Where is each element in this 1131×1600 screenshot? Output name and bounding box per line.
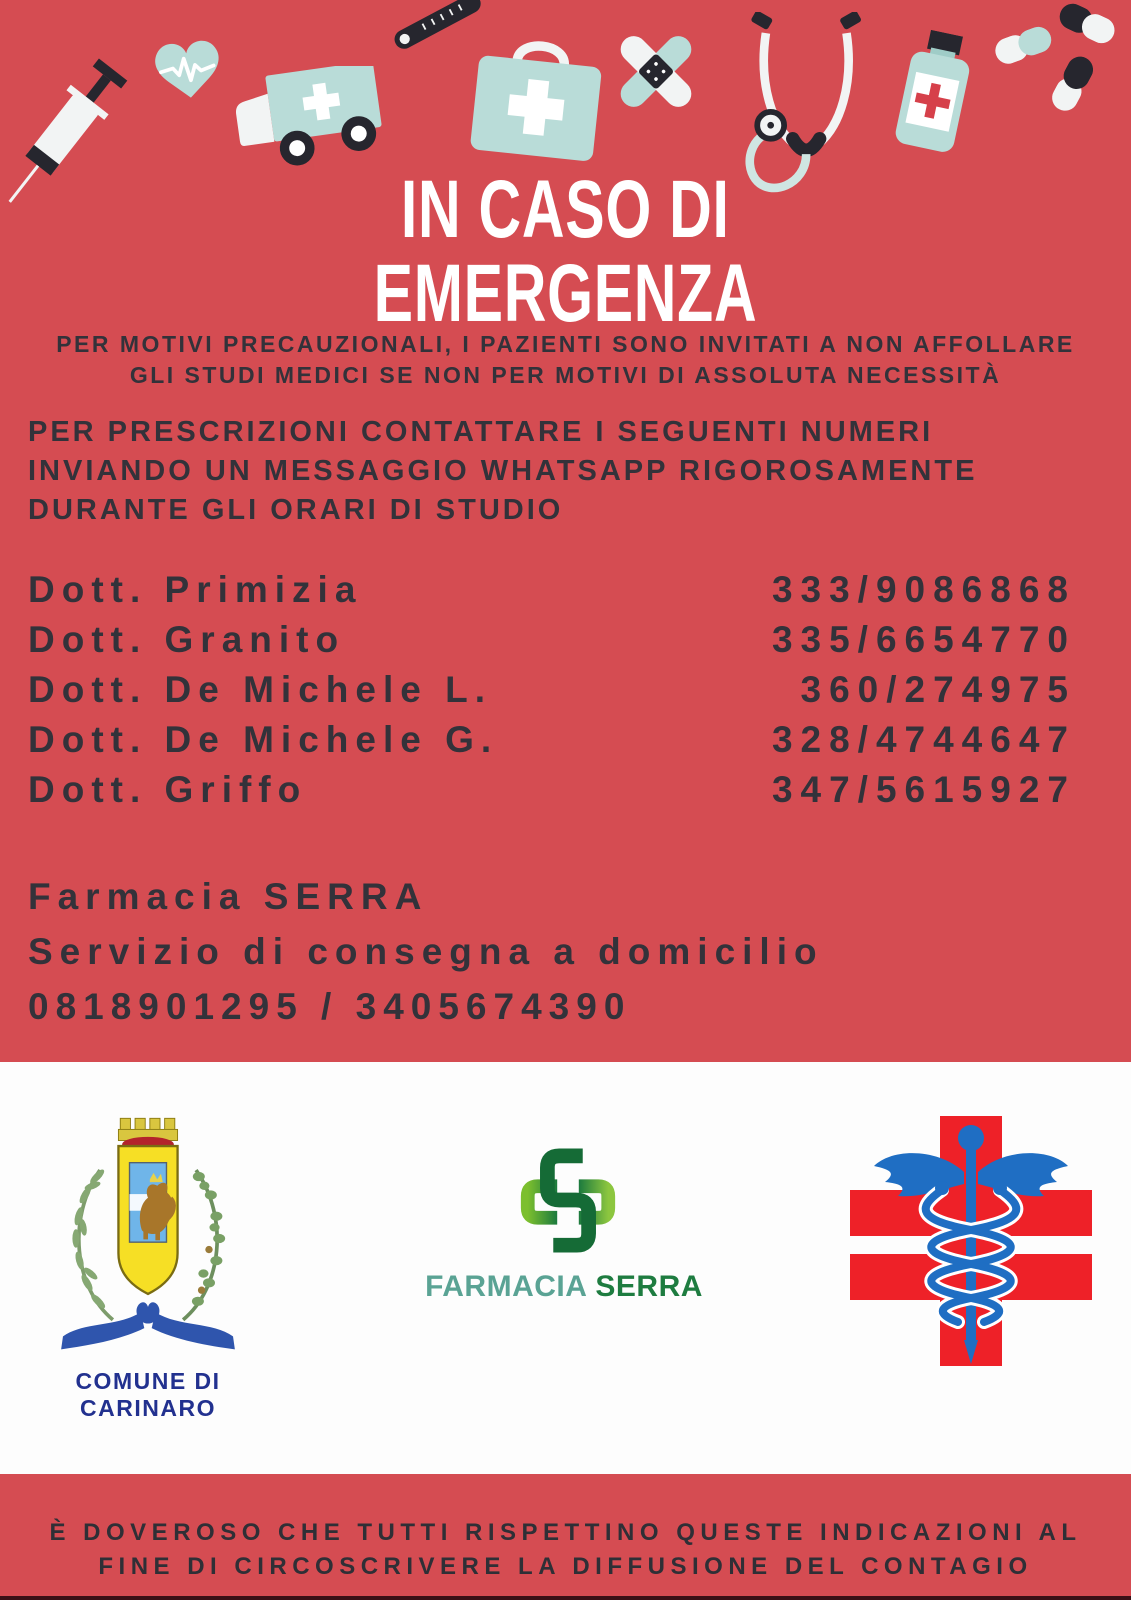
doctor-phone: 328/4744647 [771, 719, 1076, 760]
farmacia-caption-word2: SERRA [595, 1270, 703, 1303]
doctor-phone: 333/9086868 [771, 569, 1076, 610]
doctors-list [28, 565, 1076, 815]
farmacia-serra-logo [514, 1146, 622, 1256]
doctor-name: Dott. De Michele L. [28, 669, 492, 710]
title-line-2: EMERGENZA [373, 248, 758, 339]
instructions-line-1: PER PRESCRIZIONI CONTATTARE I SEGUENTI NUMERI [28, 416, 934, 448]
ambulance-icon [232, 66, 384, 176]
comune-caption: COMUNE DI CARINARO [75, 1368, 221, 1421]
precaution-subtitle [0, 329, 1131, 391]
pill-capsule-icon [1047, 52, 1106, 120]
subtitle-line-1: PER MOTIVI PRECAUZIONALI, I PAZIENTI SONO INVITATI A NON AFFOLLARE [56, 331, 1075, 357]
footer-line-2: FINE DI CIRCOSCRIVERE LA DIFFUSIONE DEL CONTAGIO [98, 1553, 1033, 1580]
doctor-phone: 335/6654770 [771, 619, 1076, 660]
doctor-phone: 347/5615927 [771, 769, 1076, 810]
pharmacy-info [28, 869, 1076, 1034]
pharmacy-phones: 0818901295 / 3405674390 [28, 986, 632, 1027]
farmacia-caption [394, 1270, 734, 1304]
subtitle-line-2: GLI STUDI MEDICI SE NON PER MOTIVI DI ASSOLUTA NECESSITÀ [129, 362, 1002, 388]
comune-di-carinaro-logo [38, 1098, 258, 1366]
footer-notice [0, 1516, 1131, 1584]
red-cross-caduceus-logo [846, 1114, 1096, 1369]
footer-line-1: È DOVEROSO CHE TUTTI RISPETTINO QUESTE INDICAZIONI AL [49, 1519, 1082, 1546]
pills-icon [992, 23, 1059, 77]
medicine-bottle-icon [886, 26, 983, 159]
doctor-row [28, 715, 1076, 765]
first-aid-bag-icon [460, 29, 614, 167]
whatsapp-instructions [28, 413, 1108, 530]
doctor-name: Dott. De Michele G. [28, 719, 499, 760]
page-title [0, 164, 1131, 339]
doctor-phone: 360/274975 [800, 669, 1076, 710]
doctor-row [28, 765, 1076, 815]
pill-capsule-icon [1051, 0, 1119, 57]
pharmacy-name: Farmacia SERRA [28, 876, 429, 917]
title-line-1: IN CASO DI [401, 164, 730, 255]
pharmacy-service: Servizio di consegna a domicilio [28, 931, 824, 972]
farmacia-caption-word1: FARMACIA [425, 1270, 588, 1303]
doctor-name: Dott. Griffo [28, 769, 308, 810]
doctor-row [28, 615, 1076, 665]
bottom-edge-line [0, 1596, 1131, 1600]
crossed-bandages-icon [606, 24, 706, 119]
doctor-name: Dott. Primizia [28, 569, 363, 610]
heart-ekg-icon [147, 32, 230, 108]
doctor-row [28, 665, 1076, 715]
instructions-line-3: DURANTE GLI ORARI DI STUDIO [28, 494, 564, 526]
doctor-name: Dott. Granito [28, 619, 346, 660]
instructions-line-2: INVIANDO UN MESSAGGIO WHATSAPP RIGOROSAMENTE [28, 455, 978, 487]
doctor-row [28, 565, 1076, 615]
